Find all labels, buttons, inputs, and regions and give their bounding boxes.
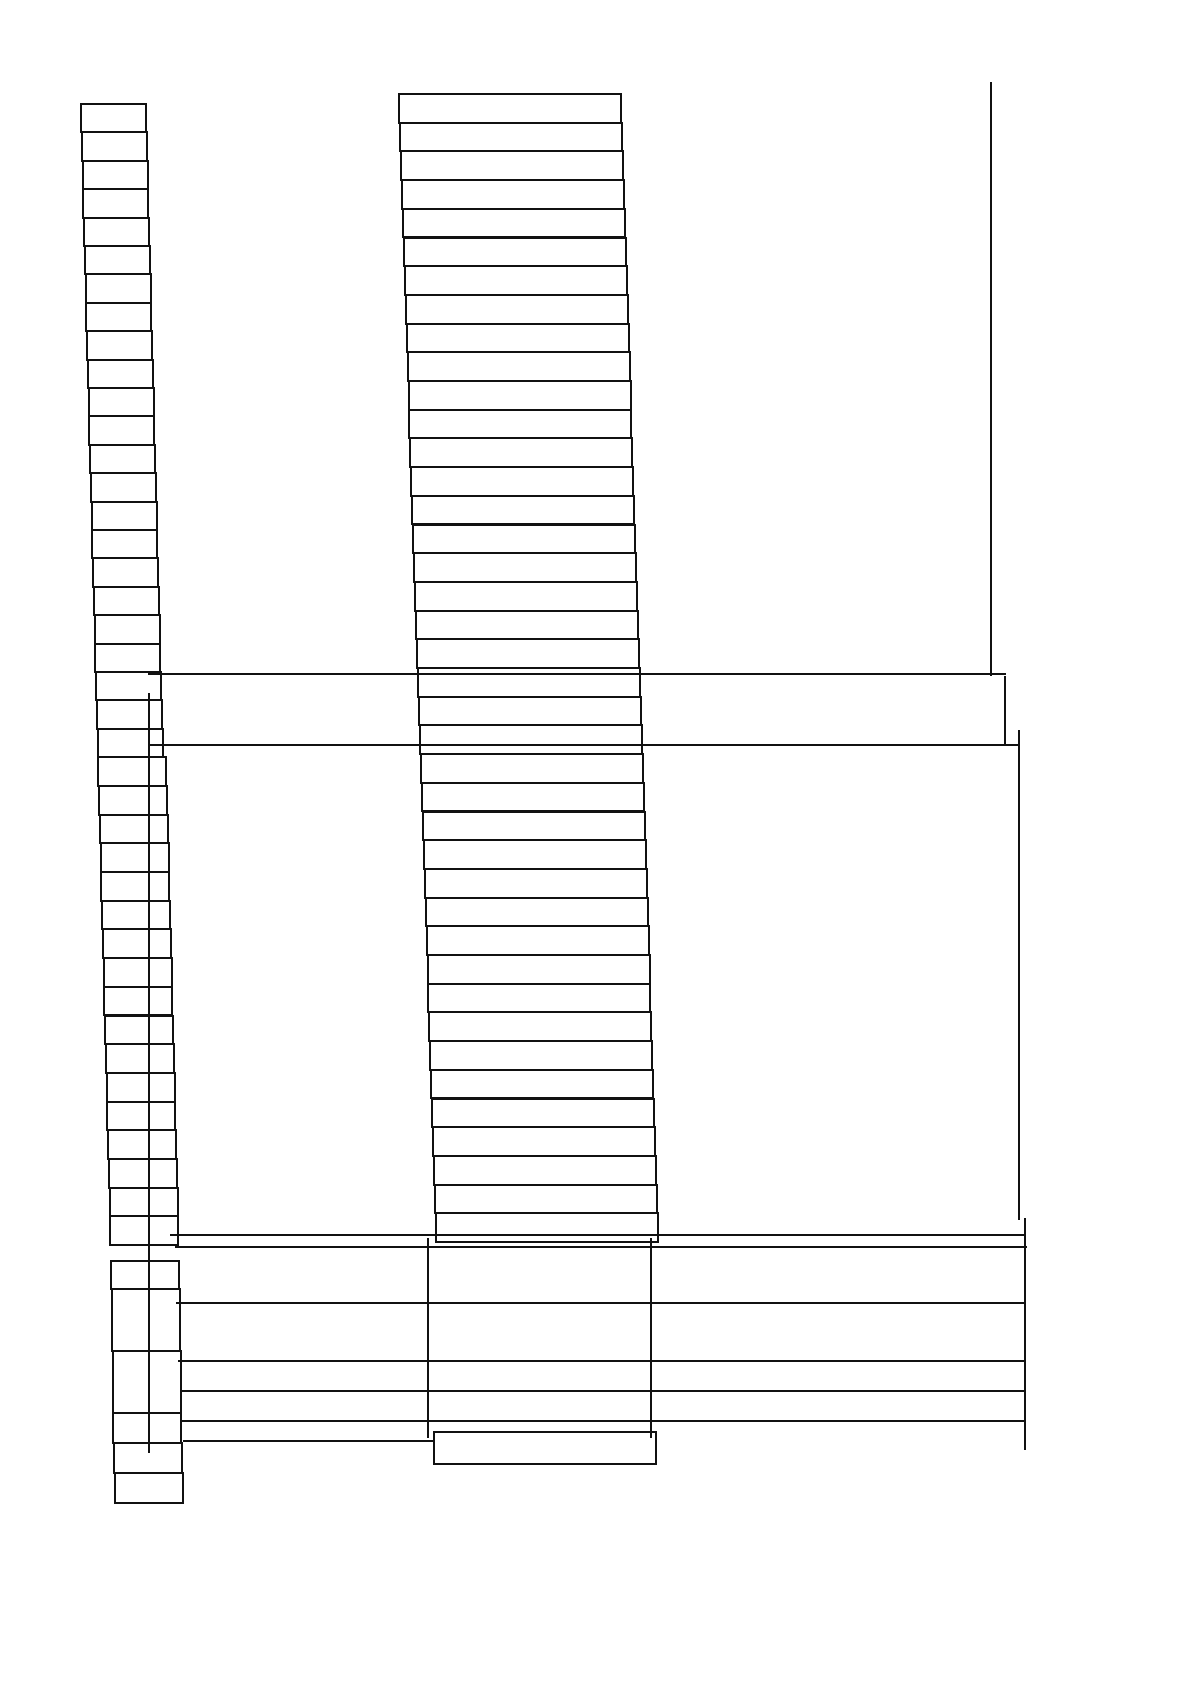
row-number-cell <box>91 529 158 559</box>
row-number-cell <box>111 1288 181 1352</box>
row-number-cell <box>94 614 161 644</box>
address-label <box>651 1264 1021 1298</box>
row-border <box>183 1440 433 1442</box>
column-border <box>990 82 992 676</box>
cadastral-number-cell <box>412 524 636 555</box>
row-number-cell <box>93 586 160 616</box>
cadastral-number-cell <box>428 1011 652 1042</box>
row-number-cell <box>87 359 154 389</box>
row-number-cell <box>109 1215 179 1246</box>
row-number-cell <box>96 699 163 729</box>
row-number-cell <box>107 1129 177 1160</box>
cadastral-number-cell <box>408 380 632 411</box>
row-number-cell <box>106 1072 176 1103</box>
row-number-cell <box>85 273 152 303</box>
cadastral-number-cell <box>419 724 643 755</box>
row-number-cell <box>92 557 159 587</box>
cadastral-number-cell <box>425 897 649 928</box>
parent-cadastral-label <box>180 1338 430 1372</box>
row-number-cell <box>85 302 152 332</box>
row-border <box>176 1302 1026 1304</box>
cadastral-number-cell <box>417 667 641 698</box>
cadastral-number-cell <box>421 782 645 813</box>
cadastral-number-cell <box>416 638 640 669</box>
cadastral-number-cell <box>422 811 646 842</box>
row-border <box>181 1420 1026 1422</box>
parent-cadastral-label <box>177 1280 427 1314</box>
address-label <box>653 1322 1023 1356</box>
row-number-cell <box>110 1260 180 1290</box>
parent-cadastral-label <box>160 705 390 739</box>
cadastral-number-cell <box>423 839 647 870</box>
cadastral-number-cell <box>400 150 624 181</box>
row-number-cell <box>106 1101 176 1132</box>
row-number-cell <box>81 131 148 161</box>
parent-cadastral-label <box>168 978 398 1012</box>
cadastral-number-cell <box>407 351 631 382</box>
row-number-cell <box>114 1472 184 1504</box>
cadastral-number-cell <box>411 495 635 526</box>
row-number-cell <box>89 444 156 474</box>
parent-cadastral-label <box>176 1236 426 1270</box>
row-number-cell <box>112 1350 182 1414</box>
cadastral-number-cell <box>420 753 644 784</box>
column-border <box>427 1238 429 1438</box>
row-number-cell <box>98 785 168 816</box>
cadastral-number-cell <box>398 93 622 124</box>
row-number-cell <box>99 814 169 845</box>
cadastral-number-cell <box>418 696 642 727</box>
cadastral-number-cell <box>413 552 637 583</box>
cadastral-number-cell <box>434 1184 658 1215</box>
row-number-cell <box>94 643 161 673</box>
row-number-cell <box>104 1015 174 1046</box>
cadastral-number-cell <box>433 1155 657 1186</box>
row-number-cell <box>105 1043 175 1074</box>
row-border <box>175 1246 1027 1248</box>
column-border <box>1004 676 1006 744</box>
row-number-cell <box>103 986 173 1017</box>
row-border <box>148 744 1020 746</box>
cadastral-number-cell <box>426 925 650 956</box>
cadastral-number-cell <box>414 581 638 612</box>
cadastral-number-cell <box>399 122 623 153</box>
cadastral-number-cell <box>431 1098 655 1129</box>
column-border <box>1018 730 1020 1220</box>
cadastral-number-cell <box>404 265 628 296</box>
cadastral-number-cell <box>430 1069 654 1100</box>
row-number-cell <box>97 728 164 758</box>
row-number-cell <box>86 330 153 360</box>
row-number-cell <box>84 245 151 275</box>
row-number-cell <box>109 1187 179 1218</box>
row-number-cell <box>82 188 149 218</box>
row-border <box>178 1360 1026 1362</box>
row-border <box>170 1234 1024 1236</box>
cadastral-number-cell <box>435 1212 659 1243</box>
row-number-cell <box>101 900 171 931</box>
address-label <box>645 960 1005 994</box>
cadastral-number-cell <box>415 610 639 641</box>
parent-cadastral-label <box>181 1382 431 1412</box>
column-border <box>1024 1218 1026 1450</box>
row-number-cell <box>90 472 157 502</box>
parent-cadastral-label <box>181 1412 431 1442</box>
row-number-cell <box>88 415 155 445</box>
cadastral-number-cell <box>406 323 630 354</box>
address-label <box>655 1398 1025 1428</box>
cadastral-number-cell <box>433 1431 657 1465</box>
row-number-cell <box>82 160 149 190</box>
cadastral-number-cell <box>427 983 651 1014</box>
cadastral-number-cell <box>401 179 625 210</box>
cadastral-number-cell <box>408 409 632 440</box>
row-border <box>148 673 1006 675</box>
column-border <box>148 693 150 1453</box>
row-number-cell <box>88 387 155 417</box>
row-number-cell <box>83 217 150 247</box>
row-number-cell <box>108 1158 178 1189</box>
column-border <box>650 1238 652 1438</box>
cadastral-number-cell <box>432 1126 656 1157</box>
cadastral-number-cell <box>402 208 626 239</box>
row-number-cell <box>91 501 158 531</box>
cadastral-number-cell <box>403 237 627 268</box>
cadastral-number-cell <box>427 954 651 985</box>
row-number-cell <box>80 103 147 133</box>
row-number-cell <box>102 928 172 959</box>
cadastral-number-cell <box>405 294 629 325</box>
cadastral-number-cell <box>429 1040 653 1071</box>
cadastral-number-cell <box>410 466 634 497</box>
row-number-cell <box>100 871 170 902</box>
row-number-cell <box>100 842 170 873</box>
cadastral-number-cell <box>424 868 648 899</box>
cadastral-number-cell <box>409 437 633 468</box>
row-number-cell <box>103 957 173 988</box>
row-border <box>180 1390 1026 1392</box>
row-number-cell <box>97 756 167 787</box>
row-number-cell <box>95 671 162 701</box>
address-label <box>634 688 994 722</box>
